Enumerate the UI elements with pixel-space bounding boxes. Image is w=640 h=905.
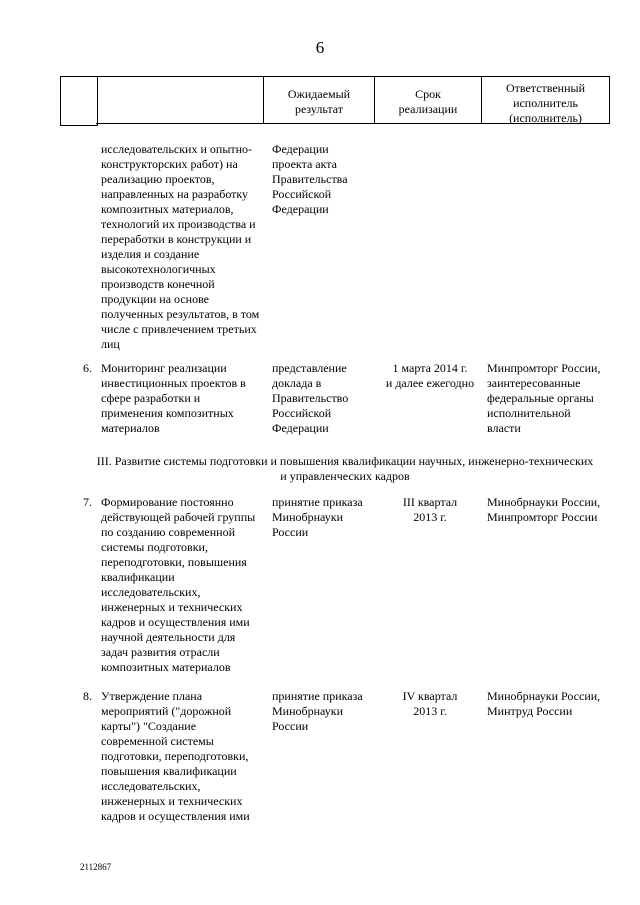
row-7-measure: Формирование постоянно действующей рабочей группы по созданию современной системы подготовки, переподготовки, повышения квалификации исследовательских, инженерных и технических кадров и осуществления ими научной деятельности для задач развития отрасли композитных материалов (101, 495, 256, 674)
header-deadline: Срок реализации (375, 76, 482, 124)
row-7-number: 7. (83, 495, 92, 509)
continued-result-text: Федерации проекта акта Правительства Российской Федерации (272, 142, 348, 216)
row-8-measure: Утверждение плана мероприятий ("дорожной карты") "Создание современной системы подготовки, переподготовки, повышения квалификации исследовательских, инженерных и технических кадров и осуществления ими (101, 689, 250, 823)
row-7-result: принятие приказа Минобрнауки России (272, 495, 363, 539)
row-6-number: 6. (83, 361, 92, 375)
footer-document-code: 2112867 (80, 862, 112, 872)
row-7-deadline: III квартал 2013 г. (402, 495, 458, 524)
row-6-deadline: 1 марта 2014 г. и далее ежегодно (385, 361, 475, 390)
row-8-deadline: IV квартал 2013 г. (402, 689, 458, 718)
row-8-result: принятие приказа Минобрнауки России (272, 689, 363, 733)
row-6-measure: Мониторинг реализации инвестиционных проектов в сфере разработки и применения композитных материалов (101, 361, 246, 435)
row-6-result: представление доклада в Правительство Российской Федерации (272, 361, 349, 435)
page-number: 6 (315, 38, 325, 57)
header-expected-result: Ожидаемый результат (264, 76, 375, 124)
header-number-cell (60, 76, 98, 126)
header-measure-cell (96, 76, 264, 124)
section-heading: III. Развитие системы подготовки и повышения квалификации научных, инженерно-технических и управленческих кадров (96, 454, 594, 483)
header-responsible: Ответственный исполнитель (исполнитель) (482, 76, 610, 124)
row-8-responsible: Минобрнауки России, Минтруд России (487, 689, 601, 718)
continued-measure-text: исследовательских и опытно- конструкторских работ) на реализацию проектов, направленных на разработку композитных материалов, технологий их производства и переработки в конструкции и изделия и создание высокотехнологичных производств конечной продукции на основе полученных результатов, в том числе с привлечением третьих лиц (101, 142, 260, 351)
row-8-number: 8. (83, 689, 92, 703)
row-6-responsible: Минпромторг России, заинтересованные федеральные органы исполнительной власти (487, 361, 601, 435)
row-7-responsible: Минобрнауки России, Минпромторг России (487, 495, 601, 524)
